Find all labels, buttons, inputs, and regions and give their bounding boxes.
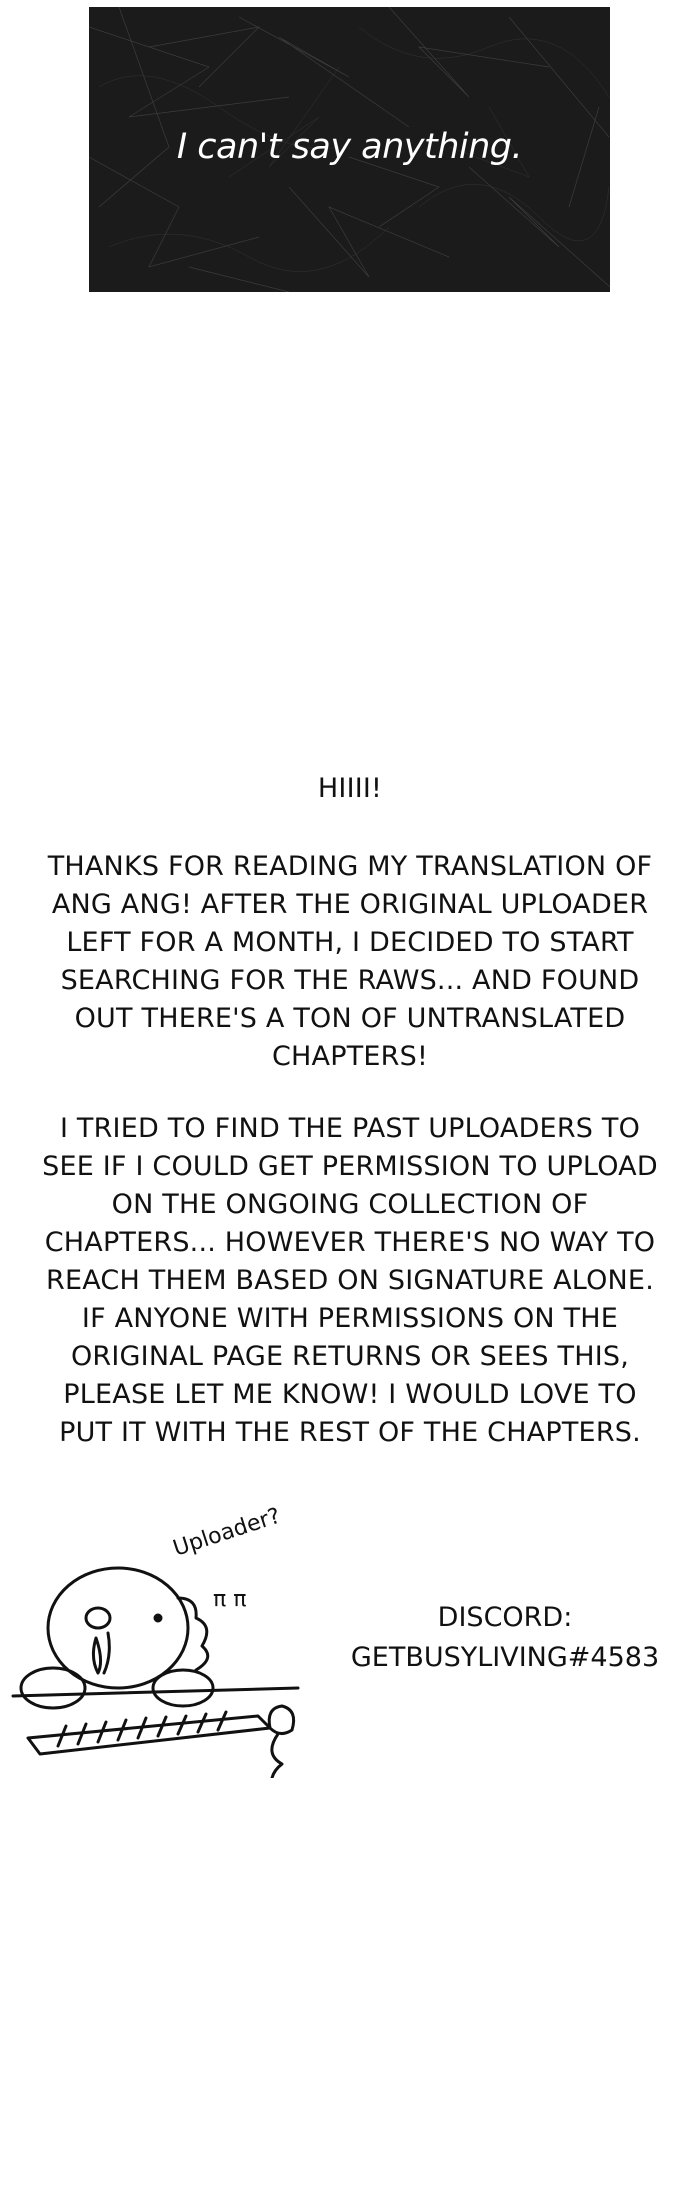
note-line: LEFT FOR A MONTH, I DECIDED TO START bbox=[66, 927, 634, 958]
doodle-mouse-cable bbox=[272, 1734, 282, 1778]
doodle-mouse bbox=[269, 1706, 293, 1734]
discord-handle: GETBUSYLIVING#4583 bbox=[350, 1642, 660, 1673]
doodle-keyboard bbox=[28, 1716, 270, 1754]
note-line: CHAPTERS... HOWEVER THERE'S NO WAY TO bbox=[44, 1227, 656, 1258]
note-line: ON THE ONGOING COLLECTION OF bbox=[111, 1189, 589, 1220]
note-line: I TRIED TO FIND THE PAST UPLOADERS TO bbox=[59, 1113, 641, 1144]
note-line: SEARCHING FOR THE RAWS... AND FOUND bbox=[60, 965, 640, 996]
note-paragraph-1 bbox=[20, 848, 680, 1076]
doodle-eye-dot bbox=[155, 1615, 161, 1621]
note-line: THANKS FOR READING MY TRANSLATION OF bbox=[47, 851, 653, 882]
note-greeting: HIIII! bbox=[317, 773, 383, 804]
note-line: IF ANYONE WITH PERMISSIONS ON THE bbox=[81, 1303, 619, 1334]
discord-contact bbox=[330, 1598, 680, 1678]
note-line: CHAPTERS! bbox=[272, 1041, 428, 1072]
note-line: REACH THEM BASED ON SIGNATURE ALONE. bbox=[46, 1265, 654, 1296]
doodle-tear bbox=[93, 1638, 100, 1673]
note-paragraph-2 bbox=[20, 1110, 680, 1452]
comic-panel bbox=[89, 7, 610, 292]
doodle-arm-right bbox=[153, 1670, 213, 1706]
note-line: OUT THERE'S A TON OF UNTRANSLATED bbox=[74, 1003, 626, 1034]
panel-caption: I can't say anything. bbox=[176, 127, 523, 167]
note-line: PLEASE LET ME KNOW! I WOULD LOVE TO bbox=[63, 1379, 637, 1410]
doodle-tear bbox=[104, 1633, 109, 1673]
doodle-eye bbox=[86, 1608, 110, 1628]
note-line: SEE IF I COULD GET PERMISSION TO UPLOAD bbox=[42, 1151, 658, 1182]
doodle-ear bbox=[178, 1598, 208, 1670]
doodle-tears-glyph: π π bbox=[213, 1587, 247, 1612]
crying-uploader-doodle bbox=[8, 1488, 348, 1778]
note-line: PUT IT WITH THE REST OF THE CHAPTERS. bbox=[59, 1417, 641, 1448]
doodle-label: Uploader? bbox=[170, 1503, 284, 1562]
note-line: ANG ANG! AFTER THE ORIGINAL UPLOADER bbox=[51, 889, 649, 920]
discord-label: DISCORD: bbox=[437, 1602, 573, 1633]
note-line: ORIGINAL PAGE RETURNS OR SEES THIS, bbox=[70, 1341, 630, 1372]
doodle-arm-left bbox=[21, 1668, 85, 1708]
